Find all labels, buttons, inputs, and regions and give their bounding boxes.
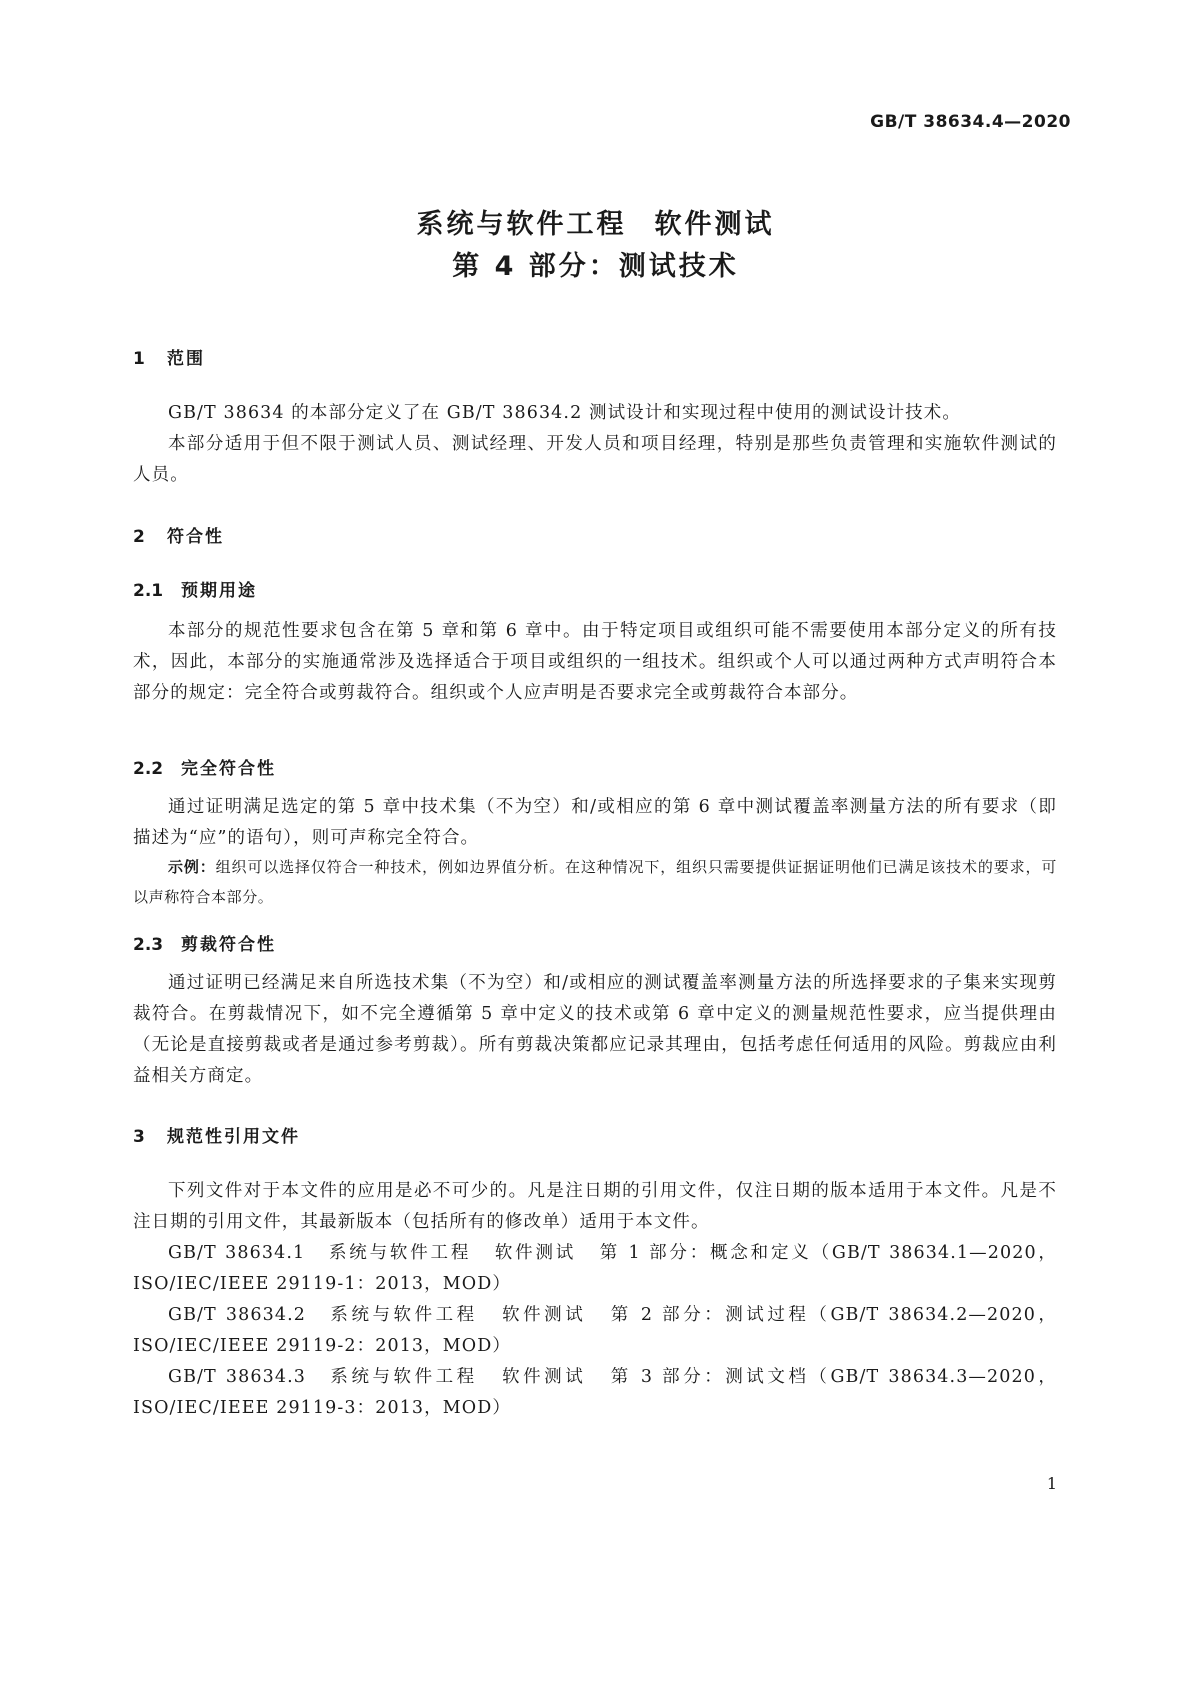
section-2-2-example [133, 852, 1057, 912]
reference-item: GB/T 38634.3 系统与软件工程 软件测试 第 3 部分：测试文档（GB/T 38634.3—2020，ISO/IEC/IEEE 29119-3：2013，MOD） [133, 1367, 1057, 1418]
section-2-2-paragraph: 通过证明满足选定的第 5 章中技术集（不为空）和/或相应的第 6 章中测试覆盖率测量方法的所有要求（即描述为“应”的语句），则可声称完全符合。 [133, 797, 1057, 848]
section-2-2-heading: 2.2 完全符合性 [133, 759, 276, 779]
section-2-1-paragraph: 本部分的规范性要求包含在第 5 章和第 6 章中。由于特定项目或组织可能不需要使用本部分定义的所有技术，因此，本部分的实施通常涉及选择适合于项目或组织的一组技术。组织或个人可以通过两种方式声明符合本部分的规定：完全符合或剪裁符合。组织或个人应声明是否要求完全或剪裁符合本部分。 [133, 621, 1057, 703]
document-title-line2: 第 4 部分：测试技术 [452, 251, 739, 282]
section-1-paragraph-2: 本部分适用于但不限于测试人员、测试经理、开发人员和项目经理，特别是那些负责管理和实施软件测试的人员。 [133, 434, 1057, 485]
section-1-paragraph-1: GB/T 38634 的本部分定义了在 GB/T 38634.2 测试设计和实现过程中使用的测试设计技术。 [168, 403, 961, 423]
page-number: 1 [1046, 1474, 1057, 1493]
example-text: 组织可以选择仅符合一种技术，例如边界值分析。在这种情况下，组织只需要提供证据证明他们已满足该技术的要求，可以声称符合本部分。 [133, 858, 1057, 906]
reference-item: GB/T 38634.1 系统与软件工程 软件测试 第 1 部分：概念和定义（GB/T 38634.1—2020，ISO/IEC/IEEE 29119-1：2013，MOD） [133, 1243, 1057, 1294]
section-3-paragraph: 下列文件对于本文件的应用是必不可少的。凡是注日期的引用文件，仅注日期的版本适用于本文件。凡是不注日期的引用文件，其最新版本（包括所有的修改单）适用于本文件。 [133, 1181, 1057, 1232]
section-2-3-paragraph: 通过证明已经满足来自所选技术集（不为空）和/或相应的测试覆盖率测量方法的所选择要求的子集来实现剪裁符合。在剪裁情况下，如不完全遵循第 5 章中定义的技术或第 6 章中定义的测量规范性要求，应当提供理由（无论是直接剪裁或者是通过参考剪裁）。所有剪裁决策都应记录其理由，包括考虑任何适用的风险。剪裁应由利益相关方商定。 [133, 973, 1057, 1086]
section-2-heading: 2 符合性 [133, 527, 224, 547]
example-label: 示例： [168, 858, 216, 876]
title-part2: 软件测试 [654, 209, 775, 240]
reference-item: GB/T 38634.2 系统与软件工程 软件测试 第 2 部分：测试过程（GB/T 38634.2—2020，ISO/IEC/IEEE 29119-2：2013，MOD） [133, 1305, 1057, 1356]
standard-id: GB/T 38634.4—2020 [870, 112, 1071, 132]
section-2-1-heading: 2.1 预期用途 [133, 581, 257, 601]
title-part1: 系统与软件工程 [416, 209, 627, 240]
section-3-heading: 3 规范性引用文件 [133, 1127, 300, 1147]
section-2-3-heading: 2.3 剪裁符合性 [133, 935, 276, 955]
document-title-line1 [0, 202, 1191, 241]
section-1-heading: 1 范围 [133, 349, 205, 369]
